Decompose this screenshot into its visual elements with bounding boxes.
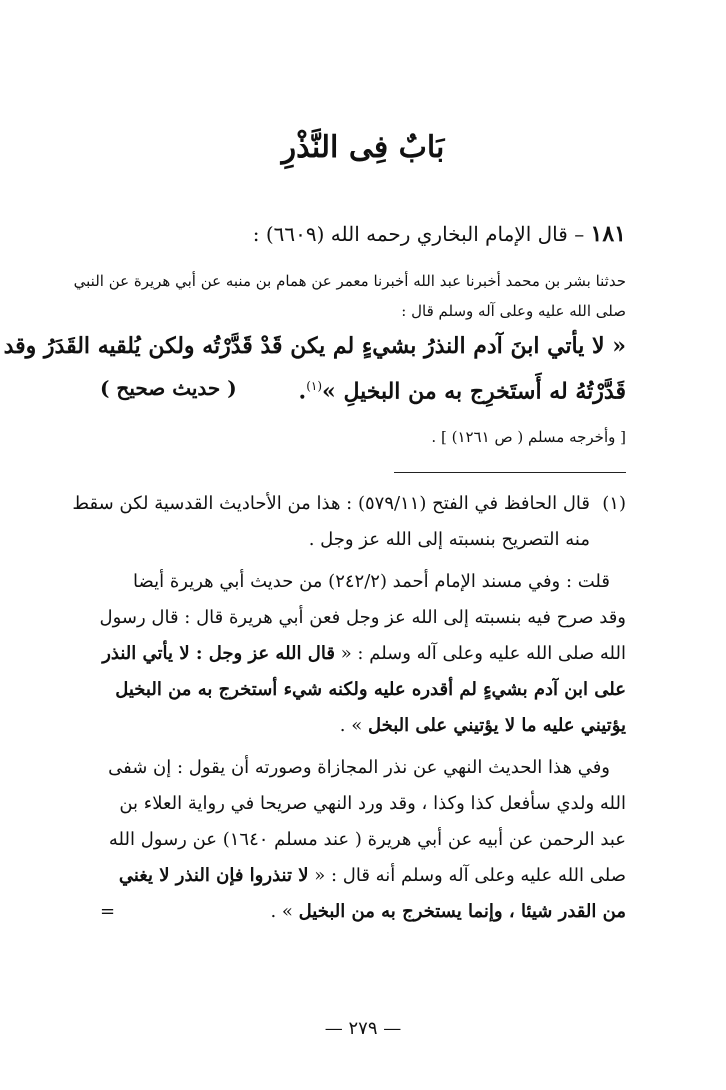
- hadith-isnad: [73, 266, 626, 326]
- footnote-text: » .: [270, 901, 293, 922]
- footnote-text: الله صلى الله عليه وعلى آله وسلم : «: [340, 643, 626, 664]
- hadith-source: قال الإمام البخاري رحمه الله (٦٦٠٩) :: [252, 222, 568, 246]
- footnote-bold-text: قال الله عز وجل : لا يأتي النذر: [102, 643, 335, 664]
- matn-end: .: [298, 378, 307, 405]
- footnote-line: قلت : وفي مسند الإمام أحمد (٢٤٢/٢) من حديث أبي هريرة أيضا: [133, 571, 610, 592]
- continuation-mark: =: [100, 901, 116, 922]
- hadith-dash: –: [574, 222, 585, 246]
- footnote-reference: (١): [306, 379, 323, 393]
- isnad-line: صلى الله عليه وعلى آله وسلم قال :: [401, 302, 626, 320]
- hadith-takhrij: [ وأخرجه مسلم ( ص ١٢٦١) ] .: [431, 428, 626, 446]
- footnote-marker: (١): [602, 493, 626, 514]
- footnote-text: » .: [339, 715, 363, 736]
- footnote-line: [100, 636, 626, 672]
- hadith-number: ١٨١: [590, 221, 626, 247]
- footnote-line: وفي هذا الحديث النهي عن نذر المجازاة وصورته أن يقول : إن شفى: [108, 757, 610, 778]
- footnote-line: وقد صرح فيه بنسبته إلى الله عز وجل فعن أبي هريرة قال : قال رسول: [99, 607, 626, 628]
- isnad-line: حدثنا بشر بن محمد أخبرنا عبد الله أخبرنا معمر عن همام بن منبه عن أبي هريرة عن النبي: [73, 272, 626, 290]
- footnote-bold-text: من القدر شيئا ، وإنما يستخرج به من البخيل: [298, 901, 626, 922]
- footnote-line: الله ولدي سأفعل كذا وكذا ، وقد ورد النهي صريحا في رواية العلاء بن: [119, 793, 626, 814]
- hadith-heading: [100, 218, 626, 250]
- footnote-line: [72, 486, 626, 522]
- footnote-text: صلى الله عليه وعلى آله وسلم أنه قال : «: [314, 865, 626, 886]
- footnote-divider: [394, 472, 626, 473]
- footnote: [72, 486, 626, 930]
- footnote-bold-text: لا تنذروا فإن النذر لا يغني: [118, 865, 309, 886]
- page-number: — ٢٧٩ —: [324, 1018, 402, 1039]
- footnote-bold-text: يؤتيني عليه ما لا يؤتيني على البخل: [367, 715, 626, 736]
- footnote-line: منه التصريح بنسبته إلى الله عز وجل .: [308, 529, 590, 550]
- footnote-text: قال الحافظ في الفتح (٥٧٩/١١) : هذا من الأحاديث القدسية لكن سقط: [72, 493, 590, 514]
- hadith-grade: ( حديث صحيح ): [100, 376, 237, 400]
- footnote-line: [100, 894, 626, 930]
- matn-text: قَدَّرْتُهُ له أَستَخرِج به من البخيلِ »: [322, 378, 626, 405]
- footnote-line: [100, 858, 626, 894]
- footnote-line: عبد الرحمن عن أبيه عن أبي هريرة ( عند مسلم ١٦٤٠) عن رسول الله: [108, 829, 626, 850]
- footnote-line: [100, 708, 626, 744]
- footnote-line: على ابن آدم بشيءٍ لم أقدره عليه ولكنه شيء أستخرج به من البخيل: [115, 679, 626, 700]
- chapter-title: بَابٌ فِى النَّذْرِ: [281, 130, 445, 165]
- matn-line: « لا يأتي ابنَ آدم النذرُ بشيءٍ لم يكن قَدْ قَدَّرْتُه ولكن يُلقيه القَدَرُ وقد: [3, 333, 626, 359]
